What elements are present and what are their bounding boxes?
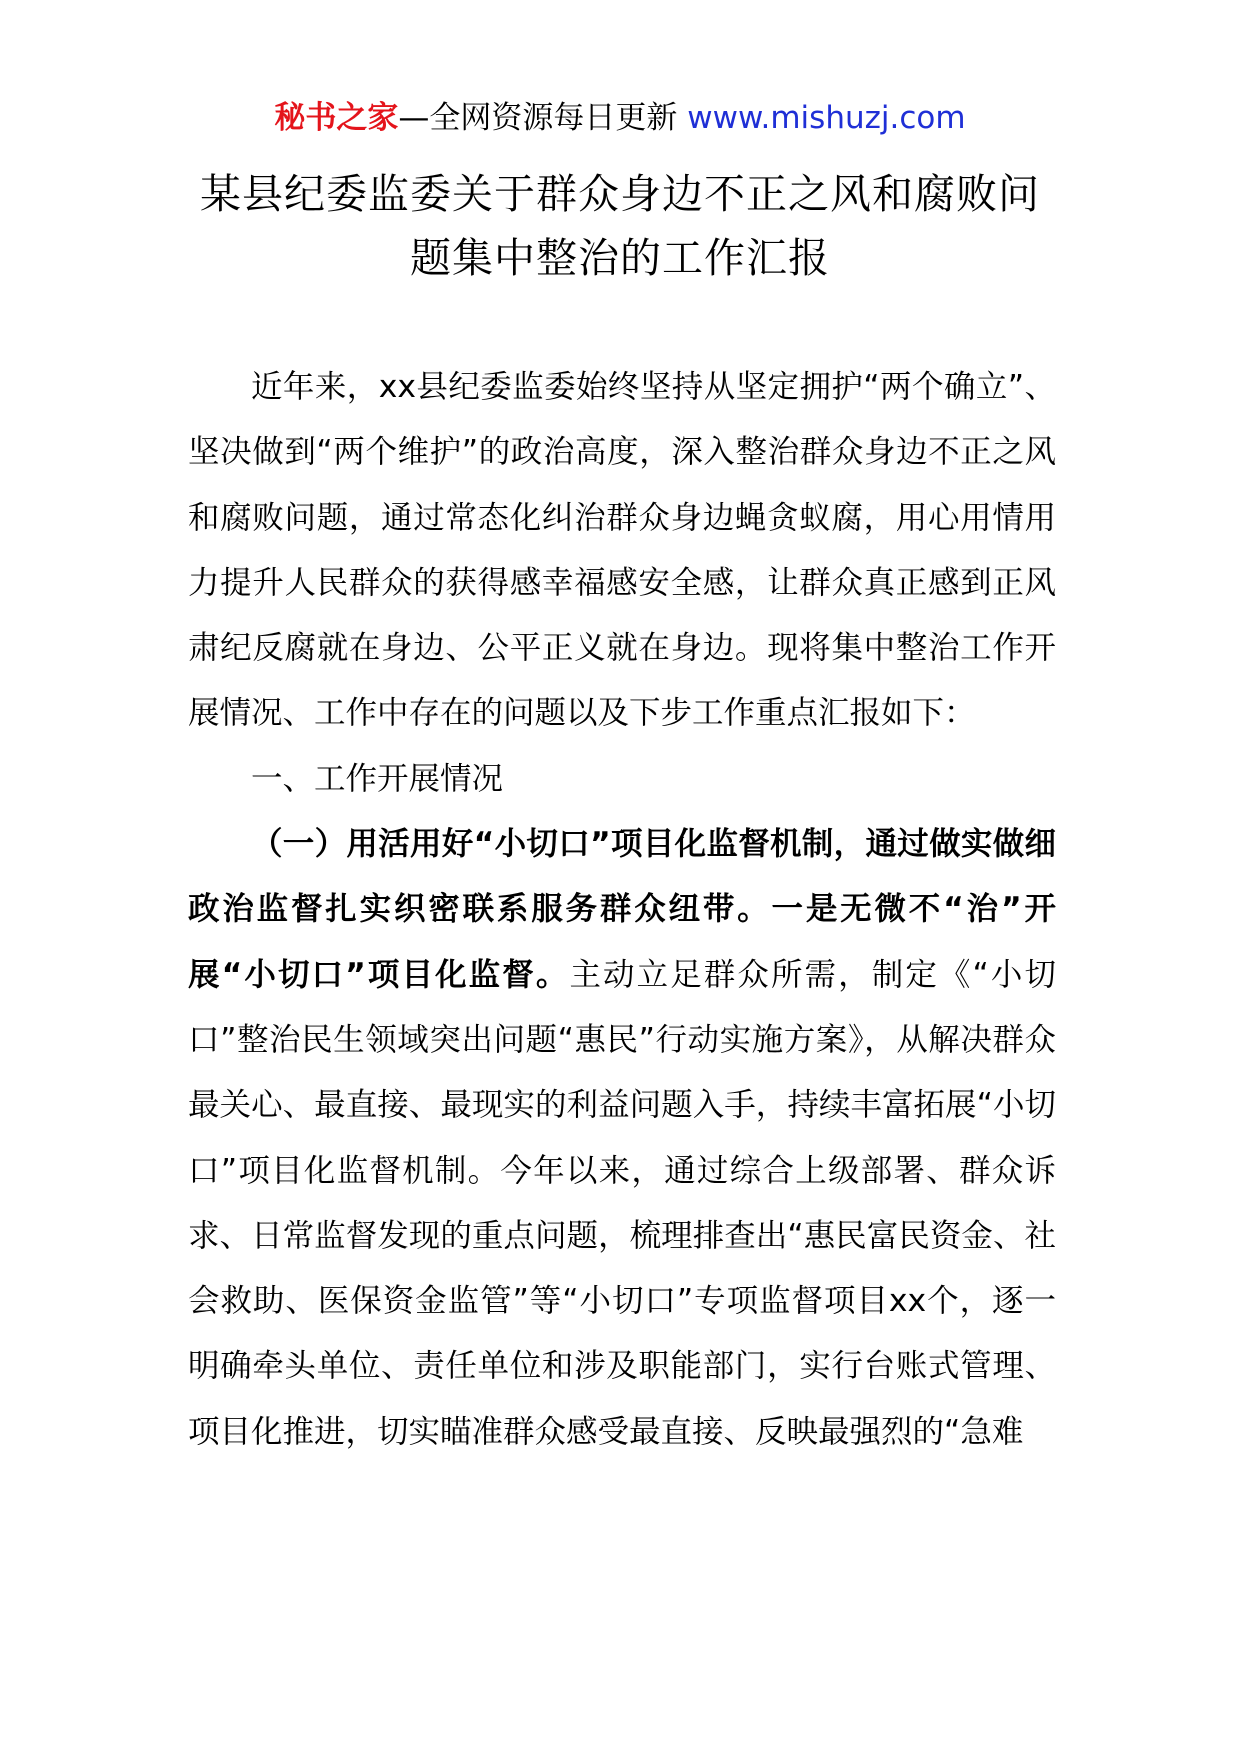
title-line-1: 某县纪委监委关于群众身边不正之风和腐败问 bbox=[200, 170, 1040, 218]
site-header bbox=[0, 98, 1240, 138]
intro-paragraph: 近年来，xx县纪委监委始终坚持从坚定拥护“两个确立”、坚决做到“两个维护”的政治高度，深入整治群众身边不正之风和腐败问题，通过常态化纠治群众身边蝇贪蚁腐，用心用情用力提升人民群众的获得感幸福感安全感，让群众真正感到正风肃纪反腐就在身边、公平正义就在身边。现将集中整治工作开展情况、工作中存在的问题以及下步工作重点汇报如下： bbox=[188, 369, 1056, 732]
section-heading-1: 一、工作开展情况 bbox=[251, 760, 504, 797]
subsection-paragraph-1 bbox=[188, 812, 1056, 1465]
document-title bbox=[150, 162, 1090, 290]
site-url-link[interactable]: www.mishuzj.com bbox=[687, 100, 966, 136]
header-slogan: —全网资源每日更新 bbox=[398, 100, 678, 136]
document-body bbox=[188, 355, 1056, 1465]
subsection-bold-lead: （一）用活用好“小切口”项目化监督机制，通过做实做细政治监督扎实织密联系服务群众纽带。一是无微不“治”开展“小切口”项目化监督。 bbox=[188, 826, 1056, 993]
subsection-body-text: 主动立足群众所需，制定《“小切口”整治民生领域突出问题“惠民”行动实施方案》，从解决群众最关心、最直接、最现实的利益问题入手，持续丰富拓展“小切口”项目化监督机制。今年以来，通过综合上级部署、群众诉求、日常监督发现的重点问题，梳理排查出“惠民富民资金、社会救助、医保资金监管”等“小切口”专项监督项目xx个，逐一明确牵头单位、责任单位和涉及职能部门，实行台账式管理、项目化推进，切实瞄准群众感受最直接、反映最强烈的“急难 bbox=[188, 956, 1056, 1450]
brand-name: 秘书之家 bbox=[274, 100, 399, 136]
title-line-2: 题集中整治的工作汇报 bbox=[410, 234, 830, 282]
